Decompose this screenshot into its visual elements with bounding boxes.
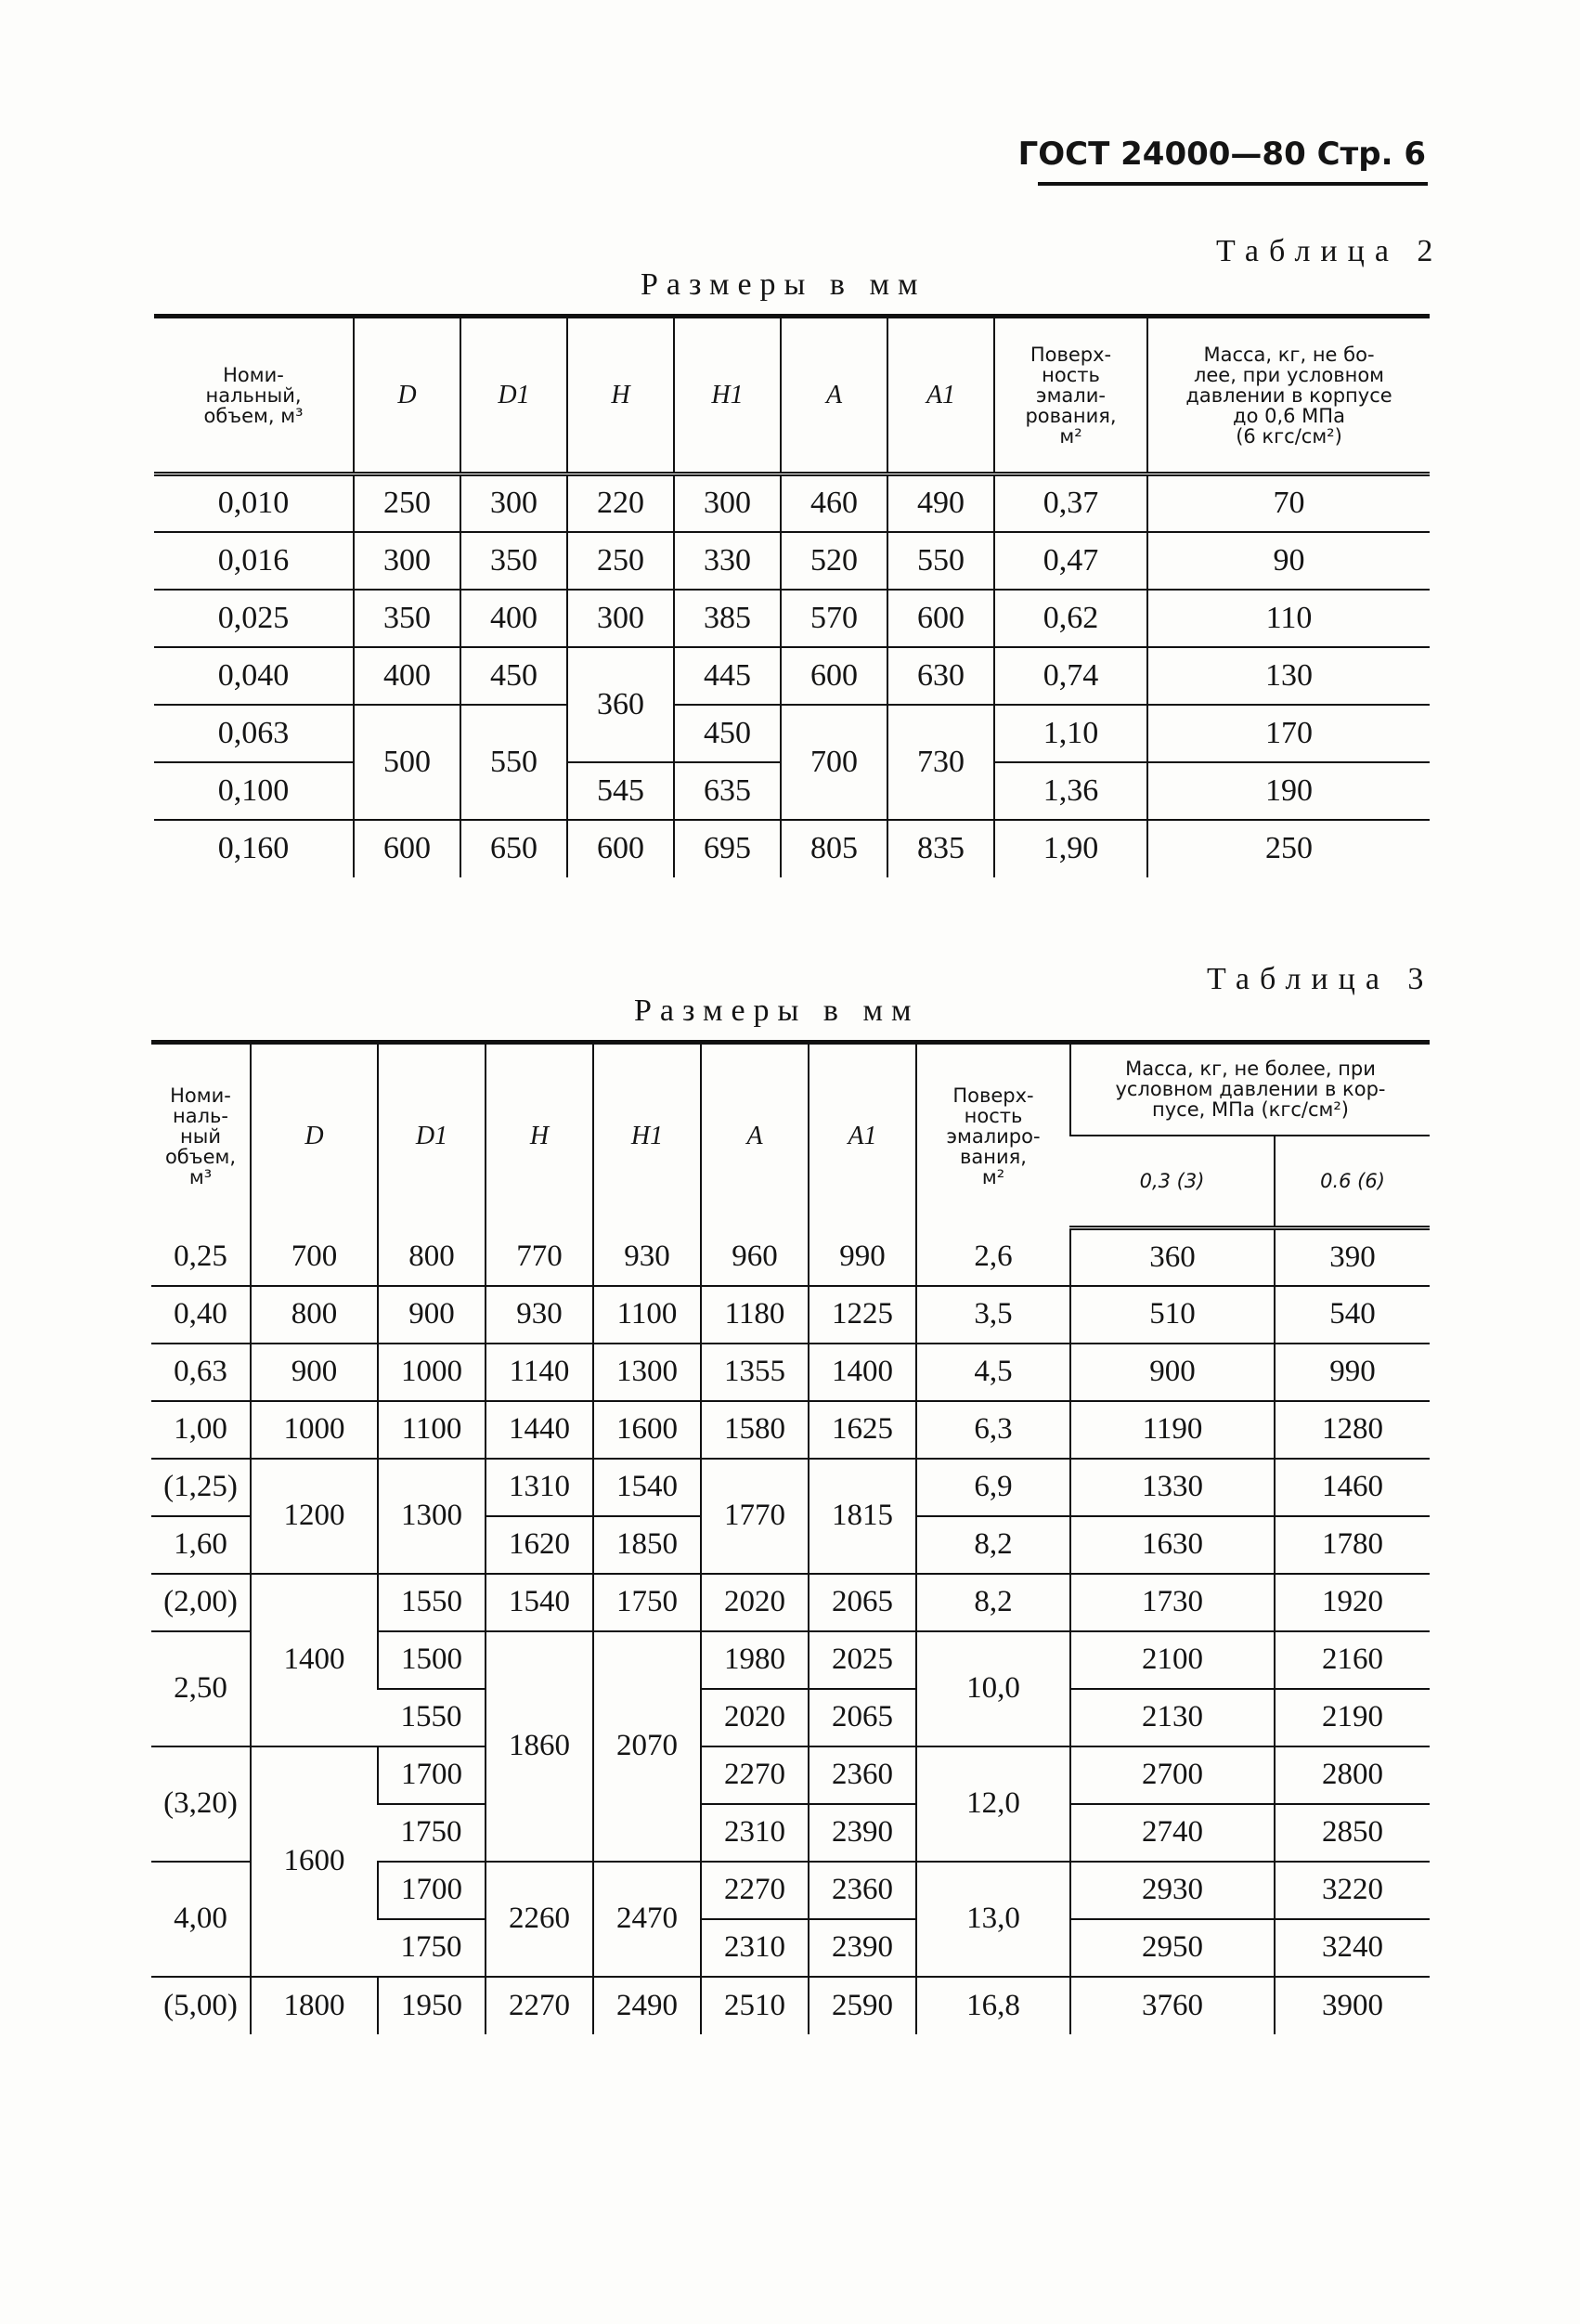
col-volume-header: Номи- наль- ный объем, м³ <box>151 1043 251 1228</box>
cell: 0,160 <box>217 831 290 865</box>
table-row <box>154 532 1430 590</box>
cell: 510 <box>1070 1286 1275 1344</box>
cell: 770 <box>486 1228 593 1286</box>
cell: 990 <box>809 1228 916 1286</box>
cell: 1700 <box>378 1746 486 1804</box>
table-row <box>151 1228 1430 1286</box>
cell: 300 <box>567 590 674 647</box>
cell: 4,00 <box>151 1862 251 1977</box>
col-d1-header: D1 <box>378 1043 486 1228</box>
cell: 1540 <box>593 1459 701 1516</box>
cell: 1355 <box>701 1344 809 1401</box>
table-row <box>154 647 1430 705</box>
cell: 1815 <box>809 1459 916 1574</box>
cell: 4,5 <box>916 1344 1070 1401</box>
cell: 900 <box>378 1286 486 1344</box>
cell: 460 <box>781 474 887 532</box>
cell: 1440 <box>486 1401 593 1459</box>
cell: 300 <box>460 474 567 532</box>
cell: 1780 <box>1275 1516 1430 1574</box>
col-a1-header: A1 <box>887 317 994 474</box>
cell: 2590 <box>809 1977 916 2034</box>
cell: 1300 <box>378 1459 486 1574</box>
cell: 350 <box>354 590 460 647</box>
cell: 695 <box>674 820 781 877</box>
cell: 2,6 <box>916 1228 1070 1286</box>
cell: 0,63 <box>151 1344 251 1401</box>
cell: 2190 <box>1275 1689 1430 1746</box>
cell: 6,9 <box>916 1459 1070 1516</box>
cell: 990 <box>1275 1344 1430 1401</box>
cell: 2020 <box>701 1689 809 1746</box>
col-mass-header: Масса, кг, не более, при условном давлении в кор- пусе, МПа (кгс/см²) <box>1070 1043 1430 1136</box>
cell: 1330 <box>1070 1459 1275 1516</box>
cell: 2070 <box>593 1631 701 1862</box>
cell: 1000 <box>378 1344 486 1401</box>
cell: 1500 <box>378 1631 486 1689</box>
col-a-header: A <box>701 1043 809 1228</box>
cell: 2490 <box>593 1977 701 2034</box>
cell: 1730 <box>1070 1574 1275 1631</box>
cell: 1550 <box>378 1574 486 1631</box>
table-row <box>151 1574 1430 1631</box>
cell: 1,00 <box>151 1401 251 1459</box>
table2-label: Таблица 2 <box>1216 234 1444 268</box>
page-header: ГОСТ 24000—80 Стр. 6 <box>1017 136 1426 173</box>
cell: 635 <box>674 762 781 820</box>
cell: 450 <box>674 705 781 762</box>
cell: 1200 <box>251 1459 378 1574</box>
cell: 1980 <box>701 1631 809 1689</box>
cell: 1,36 <box>994 762 1147 820</box>
table-row <box>151 1746 1430 1804</box>
col-surface-header: Поверх- ность эмали- рования, м² <box>994 317 1147 474</box>
cell: 2850 <box>1275 1804 1430 1862</box>
cell: 2270 <box>486 1977 593 2034</box>
table3-label: Таблица 3 <box>1207 962 1434 996</box>
table-row <box>151 1344 1430 1401</box>
cell: 1400 <box>809 1344 916 1401</box>
cell: 960 <box>701 1228 809 1286</box>
cell: 0,62 <box>994 590 1147 647</box>
cell: 1750 <box>593 1574 701 1631</box>
cell: 540 <box>1275 1286 1430 1344</box>
cell: 2,50 <box>151 1631 251 1746</box>
cell: 1950 <box>378 1977 486 2034</box>
cell: 2025 <box>809 1631 916 1689</box>
cell: 700 <box>781 705 887 820</box>
cell: 2260 <box>486 1862 593 1977</box>
cell: 2360 <box>809 1862 916 1919</box>
cell: 2100 <box>1070 1631 1275 1689</box>
cell: 400 <box>354 647 460 705</box>
cell: 2510 <box>701 1977 809 2034</box>
cell: 650 <box>460 820 567 877</box>
cell: 1100 <box>593 1286 701 1344</box>
cell: 330 <box>674 532 781 590</box>
col-d1-label: D1 <box>498 380 530 409</box>
cell: 2020 <box>701 1574 809 1631</box>
col-h-header: H <box>567 317 674 474</box>
cell: 570 <box>781 590 887 647</box>
col-d1-header <box>460 317 567 474</box>
cell: 12,0 <box>916 1746 1070 1862</box>
table-row <box>151 1286 1430 1344</box>
cell: 0,40 <box>151 1286 251 1344</box>
col-d-header: D <box>354 317 460 474</box>
table-2 <box>154 314 1430 877</box>
cell: 1850 <box>593 1516 701 1574</box>
cell: 2390 <box>809 1919 916 1977</box>
cell: 1580 <box>701 1401 809 1459</box>
col-h1-header: H1 <box>674 317 781 474</box>
col-a1-header: A1 <box>809 1043 916 1228</box>
cell: 3,5 <box>916 1286 1070 1344</box>
cell: 500 <box>354 705 460 820</box>
cell: 835 <box>887 820 994 877</box>
cell: 350 <box>460 532 567 590</box>
cell: 300 <box>674 474 781 532</box>
cell: 2160 <box>1275 1631 1430 1689</box>
cell: 520 <box>781 532 887 590</box>
cell: 2740 <box>1070 1804 1275 1862</box>
table-3 <box>151 1040 1430 2034</box>
cell: 1300 <box>593 1344 701 1401</box>
table-row <box>154 820 1430 877</box>
cell: 1400 <box>251 1574 378 1746</box>
cell: 2800 <box>1275 1746 1430 1804</box>
cell: (2,00) <box>151 1574 251 1631</box>
cell: 390 <box>1275 1228 1430 1286</box>
cell: 550 <box>460 705 567 820</box>
cell: 1180 <box>701 1286 809 1344</box>
col-surface-header: Поверх- ность эмалиро- вания, м² <box>916 1043 1070 1228</box>
cell: 630 <box>887 647 994 705</box>
col-h-header: H <box>486 1043 593 1228</box>
cell: 2270 <box>701 1862 809 1919</box>
cell: 2390 <box>809 1804 916 1862</box>
cell: 0,040 <box>154 647 354 705</box>
cell: 1460 <box>1275 1459 1430 1516</box>
table-row <box>154 590 1430 647</box>
cell: 3240 <box>1275 1919 1430 1977</box>
cell: 800 <box>251 1286 378 1344</box>
cell: 700 <box>251 1228 378 1286</box>
cell: 190 <box>1147 762 1430 820</box>
cell: 2930 <box>1070 1862 1275 1919</box>
cell: 1225 <box>809 1286 916 1344</box>
cell: 1920 <box>1275 1574 1430 1631</box>
cell: 2065 <box>809 1689 916 1746</box>
cell: 600 <box>354 820 460 877</box>
cell: 1550 <box>378 1689 486 1746</box>
col-a-header: A <box>781 317 887 474</box>
cell: 300 <box>354 532 460 590</box>
cell: 110 <box>1147 590 1430 647</box>
cell: 1750 <box>378 1804 486 1862</box>
cell: 1700 <box>378 1862 486 1919</box>
cell: 250 <box>567 532 674 590</box>
table2-units: Размеры в мм <box>641 267 926 302</box>
cell: 2310 <box>701 1804 809 1862</box>
cell: 0,25 <box>151 1228 251 1286</box>
col-mass-header: Масса, кг, не бо- лее, при условном давлении в корпусе до 0,6 МПа (6 кгс/см²) <box>1147 317 1430 474</box>
cell: 2270 <box>701 1746 809 1804</box>
header-rule <box>1038 182 1428 186</box>
cell: 600 <box>887 590 994 647</box>
cell: 0,010 <box>154 474 354 532</box>
cell: 490 <box>887 474 994 532</box>
cell: 8,2 <box>916 1574 1070 1631</box>
cell: 1,60 <box>151 1516 251 1574</box>
cell: 550 <box>887 532 994 590</box>
cell: 0,74 <box>994 647 1147 705</box>
table-row <box>151 1977 1430 2034</box>
cell: 0,025 <box>154 590 354 647</box>
cell: 1630 <box>1070 1516 1275 1574</box>
cell: 800 <box>378 1228 486 1286</box>
cell: 6,3 <box>916 1401 1070 1459</box>
cell: 600 <box>567 820 674 877</box>
cell: 1750 <box>378 1919 486 1977</box>
cell: 450 <box>460 647 567 705</box>
cell: 1,90 <box>994 820 1147 877</box>
cell: 1100 <box>378 1401 486 1459</box>
cell: 1280 <box>1275 1401 1430 1459</box>
table3-units: Размеры в мм <box>634 993 920 1028</box>
cell: 385 <box>674 590 781 647</box>
cell: 70 <box>1147 474 1430 532</box>
cell: 3900 <box>1275 1977 1430 2034</box>
cell: 2470 <box>593 1862 701 1977</box>
col-h1-header: H1 <box>593 1043 701 1228</box>
cell: 16,8 <box>916 1977 1070 2034</box>
table-row <box>154 705 1430 762</box>
cell: 0,37 <box>994 474 1147 532</box>
cell: (5,00) <box>163 1988 238 2022</box>
cell: 130 <box>1147 647 1430 705</box>
cell: 10,0 <box>916 1631 1070 1746</box>
cell: 930 <box>593 1228 701 1286</box>
cell: 3760 <box>1070 1977 1275 2034</box>
cell: 2065 <box>809 1574 916 1631</box>
col-d-header: D <box>251 1043 378 1228</box>
cell: 2950 <box>1070 1919 1275 1977</box>
cell: 3220 <box>1275 1862 1430 1919</box>
cell: 220 <box>567 474 674 532</box>
cell: 0,47 <box>994 532 1147 590</box>
table-row <box>154 474 1430 532</box>
cell: 0,063 <box>154 705 354 762</box>
cell: 2310 <box>701 1919 809 1977</box>
cell: 1620 <box>486 1516 593 1574</box>
cell: (1,25) <box>151 1459 251 1516</box>
col-mass-03-header: 0,3 (3) <box>1070 1136 1275 1228</box>
cell: 1800 <box>251 1977 378 2034</box>
cell: 930 <box>486 1286 593 1344</box>
cell: 805 <box>781 820 887 877</box>
col-mass-06-header: 0.6 (6) <box>1275 1136 1430 1228</box>
cell: 90 <box>1147 532 1430 590</box>
cell: 900 <box>1070 1344 1275 1401</box>
cell: 0,016 <box>154 532 354 590</box>
cell: 1540 <box>486 1574 593 1631</box>
cell: 1,10 <box>994 705 1147 762</box>
cell: 730 <box>887 705 994 820</box>
cell: (3,20) <box>151 1746 251 1862</box>
cell: 1600 <box>593 1401 701 1459</box>
cell: 1770 <box>701 1459 809 1574</box>
cell: 360 <box>1070 1228 1275 1286</box>
table-row <box>151 1459 1430 1516</box>
cell: 900 <box>251 1344 378 1401</box>
col-volume-header: Номи- нальный, объем, м³ <box>154 317 354 474</box>
cell: 2700 <box>1070 1746 1275 1804</box>
cell: 1190 <box>1070 1401 1275 1459</box>
cell: 1625 <box>809 1401 916 1459</box>
cell: 1140 <box>486 1344 593 1401</box>
cell: 1310 <box>486 1459 593 1516</box>
cell: 1000 <box>251 1401 378 1459</box>
cell: 13,0 <box>916 1862 1070 1977</box>
cell: 400 <box>460 590 567 647</box>
cell: 250 <box>1147 820 1430 877</box>
cell: 445 <box>674 647 781 705</box>
cell: 170 <box>1147 705 1430 762</box>
cell: 2130 <box>1070 1689 1275 1746</box>
cell: 250 <box>354 474 460 532</box>
table-row <box>151 1401 1430 1459</box>
cell: 2360 <box>809 1746 916 1804</box>
cell: 600 <box>781 647 887 705</box>
cell: 360 <box>567 647 674 762</box>
cell: 545 <box>567 762 674 820</box>
cell: 0,100 <box>154 762 354 820</box>
cell: 1860 <box>486 1631 593 1862</box>
cell: 1600 <box>251 1746 378 1977</box>
cell: 8,2 <box>916 1516 1070 1574</box>
